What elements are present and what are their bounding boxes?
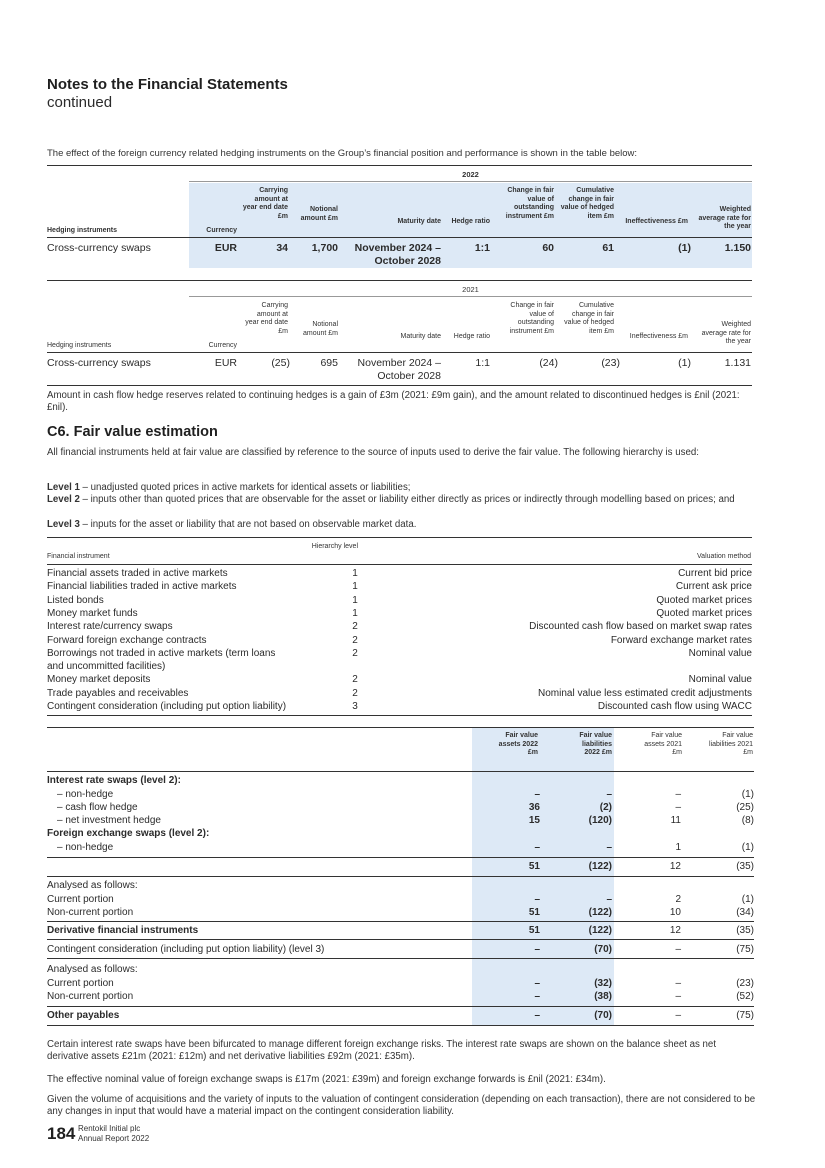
- instrument-name: Contingent consideration (including put option liability): [47, 700, 287, 712]
- value-cell: (8): [741, 815, 754, 826]
- col-header: Fair value liabilities 2022 £m: [579, 732, 612, 756]
- fair-value-row: [47, 894, 754, 907]
- intro-text: The effect of the foreign currency related hedging instruments on the Group’s financial position and performance is shown in the table below:: [47, 148, 638, 159]
- col-header: Financial instrument: [47, 553, 110, 560]
- col-header: Ineffectiveness £m: [625, 218, 688, 225]
- fair-value-row: [47, 978, 754, 991]
- value-cell: 51: [528, 925, 540, 936]
- value-cell: –: [534, 894, 540, 905]
- instrument-name: Borrowings not traded in active markets (term loans: [47, 647, 276, 659]
- ineffectiveness: (1): [678, 242, 691, 254]
- value-cell: –: [675, 789, 681, 800]
- value-cell: (70): [594, 944, 612, 955]
- page-subtitle: continued: [47, 94, 113, 111]
- instrument-row: [47, 674, 752, 687]
- cumulative-change: (23): [601, 357, 620, 369]
- value-cell: (35): [736, 861, 754, 872]
- value-cell: (1): [741, 842, 754, 853]
- hedge-note: Amount in cash flow hedge reserves related to continuing hedges is a gain of £3m (2021: £9m gain), and the amount related to discontinued hedges is £nil (2021: £nil).: [47, 390, 740, 413]
- value-cell: –: [606, 894, 612, 905]
- instrument-name: Money market deposits: [47, 674, 151, 686]
- row-label: Contingent consideration (including put option liability) (level 3): [47, 944, 325, 955]
- fair-value-row: [47, 1010, 754, 1023]
- value-cell: 51: [528, 861, 540, 872]
- col-header: Fair value liabilities 2021 £m: [709, 732, 753, 756]
- fair-value-row: [47, 861, 754, 874]
- col-header: Cumulative change in fair value of hedged item £m: [560, 187, 614, 220]
- maturity-date: November 2024 – October 2028: [357, 357, 441, 382]
- note-paragraph: Given the volume of acquisitions and the variety of inputs to the valuation of contingent consideration (depending on each transaction), there are not considered to be any changes in input that would have a material impact on the contingent consideration liability.: [47, 1094, 756, 1117]
- value-cell: (32): [594, 978, 612, 989]
- instrument-name: Interest rate/currency swaps: [47, 621, 173, 633]
- value-cell: (1): [741, 894, 754, 905]
- valuation-method: Quoted market prices: [656, 594, 752, 606]
- row-label: – net investment hedge: [57, 815, 161, 826]
- row-label: Current portion: [47, 894, 114, 905]
- col-header: Maturity date: [397, 218, 441, 225]
- valuation-method: Nominal value: [688, 647, 752, 659]
- col-header: Hedge ratio: [451, 218, 490, 225]
- col-header: Valuation method: [697, 553, 751, 560]
- instrument-row: [47, 608, 752, 621]
- hedge-ratio: 1:1: [474, 242, 490, 254]
- instrument-row: [47, 701, 752, 714]
- instrument-name: Listed bonds: [47, 594, 104, 606]
- value-cell: (35): [736, 925, 754, 936]
- fair-value-row: [47, 828, 754, 841]
- row-label: Analysed as follows:: [47, 964, 138, 975]
- value-cell: –: [534, 991, 540, 1002]
- instrument-row: [47, 581, 752, 594]
- hierarchy-level: 2: [352, 687, 358, 699]
- fair-value-row: [47, 964, 754, 977]
- valuation-method: Discounted cash flow using WACC: [597, 700, 752, 712]
- col-header: Currency: [208, 342, 237, 349]
- value-cell: –: [534, 789, 540, 800]
- value-cell: (52): [736, 991, 754, 1002]
- section-intro: All financial instruments held at fair value are classified by reference to the source of inputs used to derive the fair value. The following hierarchy is used:: [47, 447, 699, 458]
- value-cell: –: [675, 1010, 681, 1021]
- col-header: Ineffectiveness £m: [629, 333, 688, 340]
- instrument-row: [47, 621, 752, 634]
- value-cell: (38): [594, 991, 612, 1002]
- year-label: 2021: [462, 285, 479, 294]
- note-paragraph: Certain interest rate swaps have been bifurcated to manage different foreign exchange risks. The interest rate swaps are shown on the balance sheet as net derivative assets £21m (2021: £12m) and net derivative liabilities £92m (2021: £35m).: [47, 1039, 717, 1062]
- instrument-name: Forward foreign exchange contracts: [47, 634, 207, 646]
- value-cell: (25): [736, 802, 754, 813]
- row-label: Cross-currency swaps: [47, 357, 151, 369]
- value-cell: (34): [736, 907, 754, 918]
- change-fair-value: 60: [542, 242, 554, 254]
- value-cell: –: [675, 978, 681, 989]
- valuation-method: Quoted market prices: [656, 607, 752, 619]
- value-cell: 2: [675, 894, 681, 905]
- row-label: Foreign exchange swaps (level 2):: [47, 828, 210, 839]
- fair-value-row: [47, 925, 754, 938]
- row-label: Interest rate swaps (level 2):: [47, 775, 181, 786]
- col-header: Notional amount £m: [302, 321, 338, 337]
- col-header: Hierarchy level: [311, 543, 358, 550]
- value-cell: –: [534, 944, 540, 955]
- hierarchy-level: 1: [352, 607, 358, 619]
- fair-value-row: [47, 842, 754, 855]
- col-header: Notional amount £m: [300, 206, 338, 222]
- col-header: Change in fair value of outstanding instrument £m: [509, 302, 554, 335]
- fair-value-row: [47, 991, 754, 1004]
- instrument-name: Financial assets traded in active markets: [47, 568, 228, 579]
- weighted-rate: 1.150: [724, 242, 751, 254]
- year-label: 2022: [462, 170, 479, 179]
- valuation-method: Nominal value: [688, 674, 752, 686]
- instrument-row: [47, 647, 752, 672]
- row-label: – non-hedge: [57, 789, 114, 800]
- instrument-name: Trade payables and receivables: [47, 687, 189, 699]
- hierarchy-level: 1: [352, 568, 358, 579]
- instrument-name: Money market funds: [47, 607, 138, 619]
- value-cell: (122): [588, 907, 612, 918]
- hierarchy-level: 2: [352, 647, 358, 659]
- row-label: Current portion: [47, 978, 114, 989]
- value-cell: 15: [528, 815, 540, 826]
- value-cell: 36: [528, 802, 540, 813]
- col-header: Currency: [206, 227, 237, 234]
- maturity-date: November 2024 – October 2028: [354, 242, 441, 267]
- row-label: – non-hedge: [57, 842, 114, 853]
- row-label: – cash flow hedge: [57, 802, 138, 813]
- fair-value-row: [47, 775, 754, 788]
- col-header: Hedging instruments: [47, 342, 112, 349]
- cumulative-change: 61: [602, 242, 614, 254]
- value-cell: 10: [669, 907, 681, 918]
- fair-value-row: [47, 802, 754, 815]
- col-header: Carrying amount at year end date £m: [242, 187, 288, 220]
- valuation-method: Current bid price: [678, 568, 752, 579]
- col-header: Weighted average rate for the year: [698, 206, 751, 230]
- change-fair-value: (24): [539, 357, 558, 369]
- valuation-method: Forward exchange market rates: [610, 634, 752, 646]
- carrying-amount: (25): [271, 357, 290, 369]
- value-cell: –: [534, 842, 540, 853]
- col-header: Change in fair value of outstanding instrument £m: [505, 187, 554, 220]
- value-cell: (23): [736, 978, 754, 989]
- section-title: C6. Fair value estimation: [47, 424, 218, 440]
- value-cell: (75): [736, 1010, 754, 1021]
- instrument-row: [47, 595, 752, 608]
- page-title: Notes to the Financial Statements: [47, 76, 288, 93]
- page-number: 184: [47, 1124, 76, 1143]
- row-label: Non-current portion: [47, 907, 134, 918]
- col-header: Fair value assets 2021 £m: [644, 732, 682, 756]
- instrument-name-cont: and uncommitted facilities): [47, 660, 166, 672]
- note-paragraph: The effective nominal value of foreign exchange swaps is £17m (2021: £39m) and foreign exchange forwards is £nil (2021: £34m).: [47, 1074, 606, 1085]
- hierarchy-level: 3: [352, 700, 358, 712]
- value-cell: –: [606, 842, 612, 853]
- fair-value-row: [47, 944, 754, 957]
- level-1-definition: Level 1 – unadjusted quoted prices in active markets for identical assets or liabilities;: [47, 482, 411, 493]
- value-cell: (75): [736, 944, 754, 955]
- currency: EUR: [214, 242, 237, 254]
- value-cell: (1): [741, 789, 754, 800]
- notional-amount: 695: [320, 357, 338, 369]
- value-cell: –: [606, 789, 612, 800]
- value-cell: (122): [588, 925, 612, 936]
- value-cell: 11: [670, 815, 681, 826]
- fair-value-row: [47, 880, 754, 893]
- value-cell: (122): [588, 861, 612, 872]
- currency: EUR: [214, 357, 237, 369]
- weighted-rate: 1.131: [724, 357, 751, 369]
- col-header: Carrying amount at year end date £m: [245, 302, 288, 335]
- hierarchy-level: 1: [352, 594, 358, 606]
- value-cell: 51: [528, 907, 540, 918]
- ineffectiveness: (1): [678, 357, 691, 369]
- footer-company: Rentokil Initial plc Annual Report 2022: [78, 1124, 150, 1143]
- col-header: Weighted average rate for the year: [701, 321, 751, 345]
- hierarchy-level: 1: [352, 581, 358, 593]
- row-label: Non-current portion: [47, 991, 134, 1002]
- value-cell: 12: [669, 925, 681, 936]
- row-label: Analysed as follows:: [47, 880, 138, 891]
- hierarchy-level: 2: [352, 674, 358, 686]
- instrument-row: [47, 568, 752, 581]
- value-cell: (120): [588, 815, 612, 826]
- fair-value-row: [47, 815, 754, 828]
- valuation-method: Current ask price: [675, 581, 752, 593]
- level-3-definition: Level 3 – inputs for the asset or liability that are not based on observable market data.: [47, 519, 417, 530]
- instrument-name: Financial liabilities traded in active markets: [47, 581, 237, 593]
- col-header: Fair value assets 2022 £m: [498, 732, 538, 756]
- value-cell: 1: [675, 842, 681, 853]
- level-2-definition: Level 2 – inputs other than quoted prices that are observable for the asset or liability either directly as prices or indirectly through modelling based on prices; and: [47, 494, 735, 505]
- notional-amount: 1,700: [311, 242, 338, 254]
- value-cell: –: [534, 1010, 540, 1021]
- instrument-row: [47, 635, 752, 648]
- value-cell: (2): [599, 802, 612, 813]
- carrying-amount: 34: [276, 242, 288, 254]
- col-header: Hedging instruments: [47, 227, 118, 234]
- value-cell: –: [675, 991, 681, 1002]
- col-header: Hedge ratio: [453, 333, 490, 340]
- col-header: Maturity date: [400, 333, 441, 340]
- fair-value-row: [47, 789, 754, 802]
- valuation-method: Discounted cash flow based on market swap rates: [529, 621, 752, 633]
- value-cell: 12: [669, 861, 681, 872]
- row-label: Other payables: [47, 1010, 120, 1021]
- value-cell: (70): [594, 1010, 612, 1021]
- hierarchy-level: 2: [352, 621, 358, 633]
- value-cell: –: [534, 978, 540, 989]
- instrument-row: [47, 688, 752, 701]
- row-label: Derivative financial instruments: [47, 925, 199, 936]
- fair-value-row: [47, 907, 754, 920]
- value-cell: –: [675, 802, 681, 813]
- valuation-method: Nominal value less estimated credit adjustments: [538, 687, 752, 699]
- hierarchy-level: 2: [352, 634, 358, 646]
- col-header: Cumulative change in fair value of hedged item £m: [564, 302, 614, 335]
- hedge-ratio: 1:1: [475, 357, 490, 369]
- value-cell: –: [675, 944, 681, 955]
- row-label: Cross-currency swaps: [47, 242, 151, 254]
